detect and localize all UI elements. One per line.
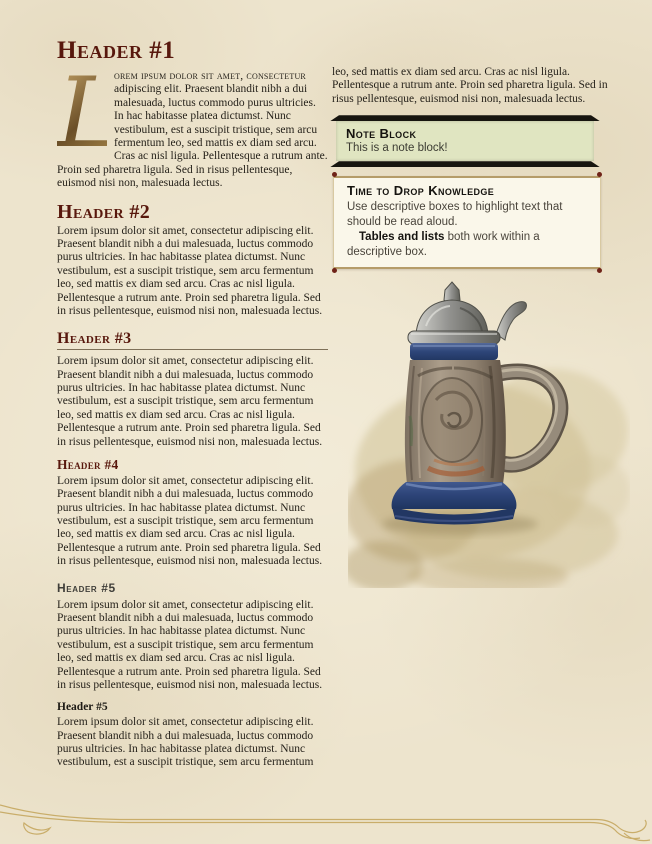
page-footer-flourish xyxy=(0,803,652,844)
note-top-ribbon xyxy=(330,115,600,121)
descriptive-intro: Use descriptive boxes to highlight text that should be read aloud. xyxy=(347,201,563,229)
body-paragraph: Lorem ipsum dolor sit amet, consectetur adipiscing elit. Praesent blandit nibh a dui malesuada, luctus commodo purus ultricies. In hac habitasse platea dictumst. Nunc vestibulum, est a suscipit tristique, sem arcu fermentum leo, sed mattis ex diam sed arcu. Cras ac nisl ligula. Pellentesque a rutrum ante. Proin sed pharetra ligula. Sed in risus pellentesque, euismod nisi non, malesuada lectus. xyxy=(57,355,323,448)
header-5: Header #5 xyxy=(57,580,116,595)
descriptive-after-bold: both work within a descriptive box. xyxy=(347,231,540,259)
descriptive-line xyxy=(347,230,587,260)
descriptive-box xyxy=(333,176,601,269)
corner-dot-icon xyxy=(597,172,602,177)
stein-neck-band xyxy=(410,343,498,360)
right-column xyxy=(332,66,610,269)
beer-stein-illustration xyxy=(348,276,630,588)
dropcap-paragraph xyxy=(57,57,328,191)
note-text: This is a note block! xyxy=(346,142,448,155)
stein-base xyxy=(392,482,517,525)
note-block xyxy=(336,115,594,167)
header-3: Header #3 xyxy=(57,330,328,351)
body-paragraph: Lorem ipsum dolor sit amet, consectetur adipiscing elit. Praesent blandit nibh a dui malesuada, luctus commodo purus ultricies. In hac habitasse platea dictumst. Nunc vestibulum, est a suscipit tristique, sem arcu fermentum leo, sed mattis ex diam sed arcu. Cras ac nisl ligula. Pellentesque a rutrum ante. Proin sed pharetra ligula. Sed in risus pellentesque, euismod nisi non, malesuada lectus. xyxy=(57,598,323,692)
lead-smallcaps-text: orem ipsum dolor sit amet, consectetur xyxy=(114,70,306,82)
descriptive-bold: Tables and lists xyxy=(359,231,445,244)
paragraph-text: adipiscing elit. Praesent blandit nibh a dui malesuada, luctus commodo purus ultricies. In hac habitasse platea dictumst. Nunc vestibulum, est a suscipit tristique, sem arcu fermentum leo, sed mattis ex diam sed arcu. Cras ac nisl ligula. Pellentesque a rutrum ante. Proin sed pharetra ligula. Sed in risus pellentesque, euismod nisi non, malesuada lectus. xyxy=(57,83,328,190)
header-4: Header #4 xyxy=(57,456,119,472)
stein-thumb-lever xyxy=(496,302,526,340)
body-paragraph: Lorem ipsum dolor sit amet, consectetur adipiscing elit. Praesent blandit nibh a dui malesuada, luctus commodo purus ultricies. In hac habitasse platea dictumst. Nunc vestibulum, est a suscipit tristique, sem arcu fermentum leo, sed mattis ex diam sed arcu. Cras ac nisl ligula. Pellentesque a rutrum ante. Proin sed pharetra ligula. Sed in risus pellentesque, euismod nisi non, malesuada lectus. xyxy=(57,224,323,318)
body-paragraph: Lorem ipsum dolor sit amet, consectetur adipiscing elit. Praesent blandit nibh a dui malesuada, luctus commodo purus ultricies. In hac habitasse platea dictumst. Nunc vestibulum, est a suscipit tristique, sem arcu fermentum leo, sed mattis ex diam sed arcu. Cras ac nisl ligula. Pellentesque a rutrum ante. Proin sed pharetra ligula. Sed in risus pellentesque, euismod nisi non, malesuada lectus. xyxy=(57,474,323,568)
body-paragraph-truncated: Lorem ipsum dolor sit amet, consectetur adipiscing elit. Praesent blandit nibh a dui malesuada, luctus commodo purus ultricies. In hac habitasse platea dictumst. Nunc vestibulum, est a suscipit tristique, sem arcu fermentum xyxy=(57,716,314,769)
drop-cap-letter: L xyxy=(57,57,121,169)
note-body xyxy=(336,121,594,161)
descriptive-title: Time to Drop Knowledge xyxy=(347,183,495,199)
beer-stein-image xyxy=(348,276,630,588)
header-2: Header #2 xyxy=(57,200,151,223)
header-5-bold: Header #5 xyxy=(57,701,108,714)
stein-lid xyxy=(408,282,500,344)
column-overflow-paragraph: leo, sed mattis ex diam sed arcu. Cras ac nisl ligula. Pellentesque a rutrum ante. Proin sed pharetra ligula. Sed in risus pellentesque, euismod nisi non, malesuada lectus. xyxy=(332,66,608,105)
note-title: Note Block xyxy=(346,126,417,142)
corner-dot-icon xyxy=(332,268,337,273)
stein-body xyxy=(405,360,506,484)
note-bottom-ribbon xyxy=(330,161,600,167)
header-1: Header #1 xyxy=(57,37,176,64)
corner-dot-icon xyxy=(597,268,602,273)
left-column xyxy=(57,38,328,776)
corner-dot-icon xyxy=(332,172,337,177)
